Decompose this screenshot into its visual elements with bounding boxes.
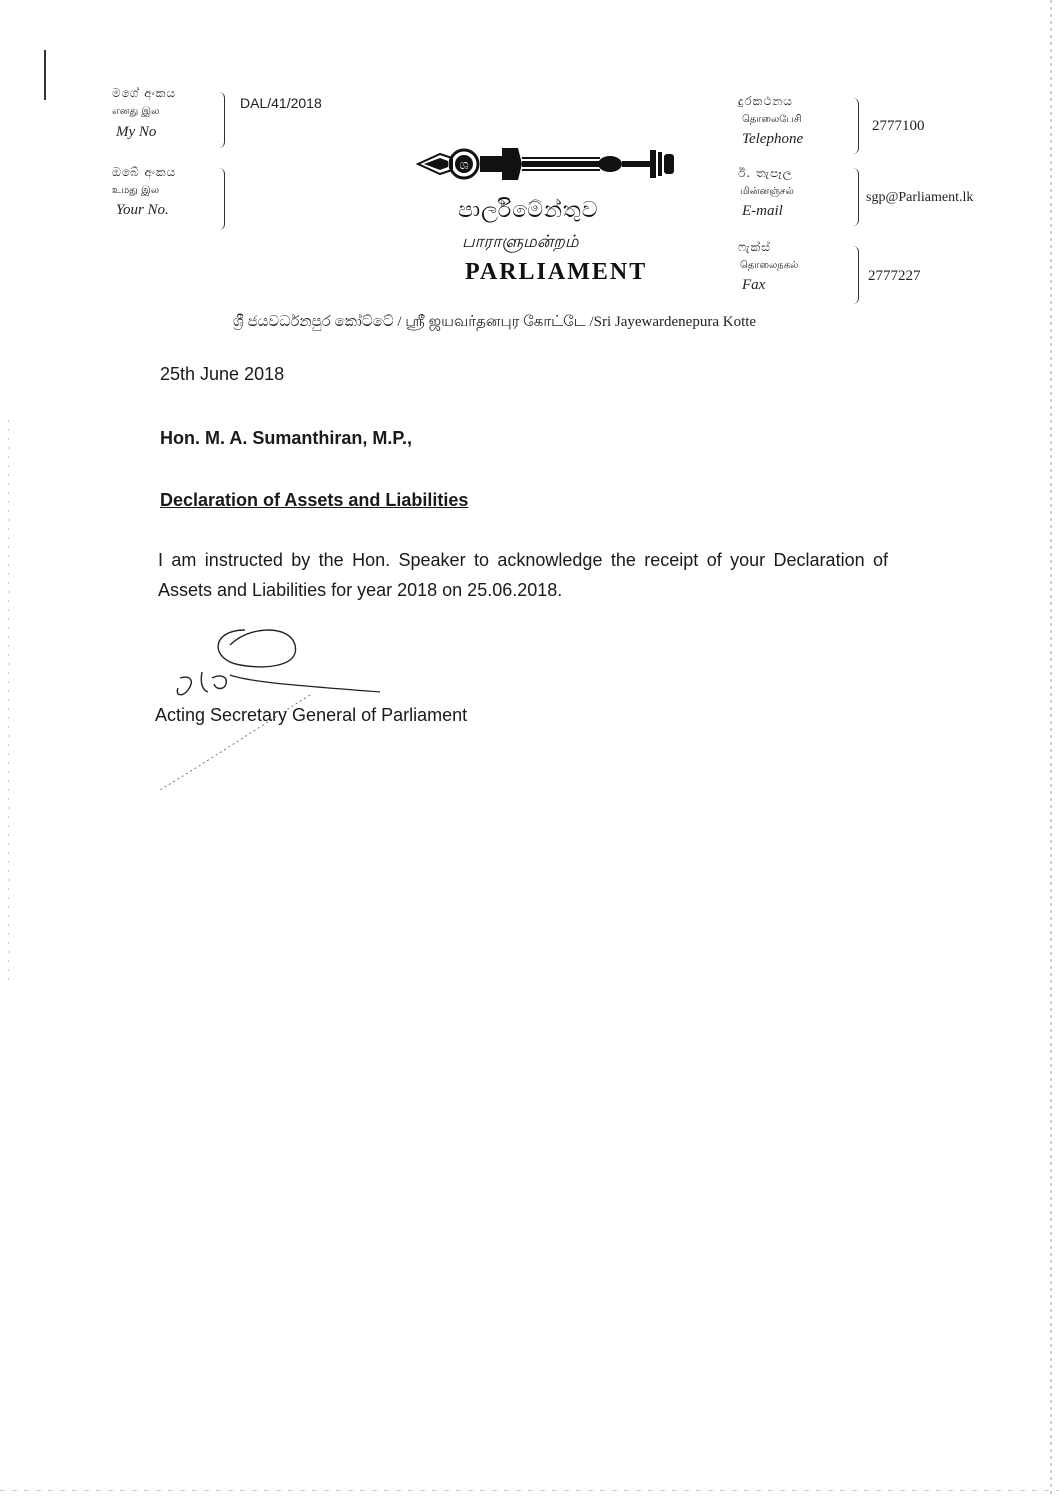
email-label-en: E-mail: [742, 203, 783, 219]
my-no-label-si: මගේ අංකය: [112, 86, 177, 100]
telephone-value: 2777100: [872, 118, 925, 134]
my-no-label-en: My No: [116, 124, 157, 140]
email-value: sgp@Parliament.lk: [866, 190, 974, 205]
scan-edge-right: [1050, 0, 1052, 1497]
institution-name-english: PARLIAMENT: [465, 259, 648, 285]
parliament-address: ශ්‍රී ජයවර්ධනපුර කෝට්ටේ / ஸ்ரீ ஜயவர்தனபுர கோட்டே /Sri Jayewardenepura Kotte: [233, 314, 757, 330]
email-brace: [852, 168, 859, 226]
scan-edge-bottom: [0, 1490, 1059, 1491]
telephone-label-en: Telephone: [742, 131, 804, 147]
your-no-label-ta: உமது இல: [112, 185, 159, 196]
parliament-mace-emblem: [410, 140, 685, 188]
email-label-si: ඊ. තැපෑල: [738, 166, 793, 180]
my-no-brace: [218, 92, 225, 148]
telephone-label-ta: தொலைபேசி: [742, 114, 802, 125]
institution-name-tamil: பாராளுமன்றம்: [462, 232, 579, 252]
signatory-title: Acting Secretary General of Parliament: [155, 705, 468, 725]
your-no-label-si: ඔබේ අංකය: [112, 165, 177, 179]
your-no-brace: [218, 168, 225, 230]
letter-addressee: Hon. M. A. Sumanthiran, M.P.,: [160, 428, 413, 448]
scan-edge-left: [8, 420, 9, 980]
email-label-ta: மின்னஞ்சல்: [740, 186, 794, 197]
telephone-label-si: දුරකථනය: [738, 94, 793, 108]
telephone-brace: [852, 98, 859, 154]
letter-body-paragraph: I am instructed by the Hon. Speaker to acknowledge the receipt of your Declaration of Assets and Liabilities for year 2018 on 25.06.2018.: [158, 550, 888, 600]
my-no-value: DAL/41/2018: [240, 95, 322, 111]
institution-name-sinhala: පාර්ලිමේන්තුව: [458, 198, 599, 223]
scan-margin-mark: [44, 50, 46, 100]
my-no-label-ta: எனது இல: [112, 106, 160, 117]
letter-subject: Declaration of Assets and Liabilities: [160, 490, 469, 510]
fax-brace: [852, 246, 859, 304]
fax-label-si: ෆැක්ස්: [738, 240, 771, 254]
fax-label-ta: தொலைநகல்: [740, 260, 799, 271]
your-no-label-en: Your No.: [116, 202, 169, 218]
fax-value: 2777227: [868, 268, 921, 284]
letter-date: 25th June 2018: [160, 364, 285, 384]
fax-label-en: Fax: [742, 277, 766, 293]
svg-text:ශ: ශ: [459, 158, 469, 173]
